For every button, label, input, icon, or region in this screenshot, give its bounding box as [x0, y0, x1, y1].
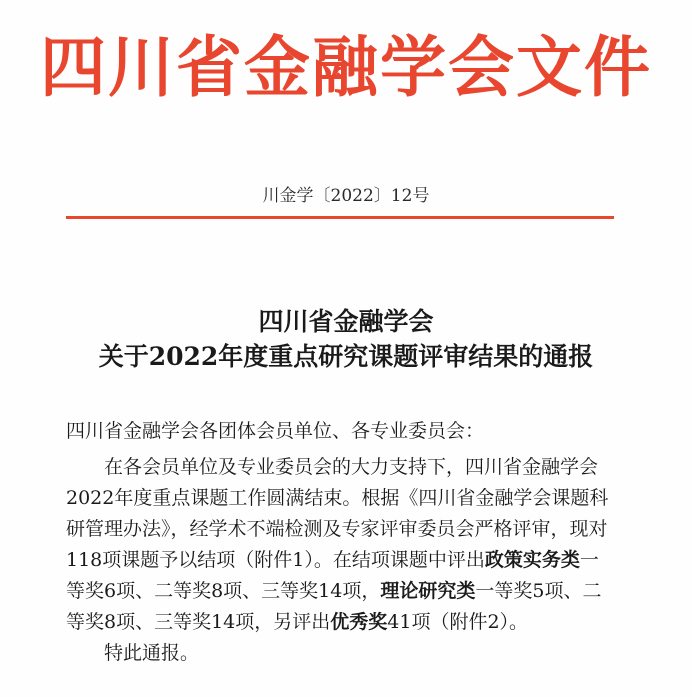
notice-title-subject: 关于2022年度重点研究课题评审结果的通报 — [98, 342, 594, 371]
body-text-segment: 一等奖5项、二 — [475, 580, 602, 602]
salutation: 四川省金融学会各团体会员单位、各专业委员会： — [66, 420, 485, 442]
closing-line: 特此通报。 — [104, 642, 200, 664]
body-text-segment: 等奖8项、三等奖14项，另评出 — [66, 611, 331, 633]
body-line: 2022年度重点课题工作圆满结束。根据《四川省金融学会课题科 — [66, 487, 609, 509]
body-text-segment: 41项（附件2）。 — [387, 611, 529, 633]
body-text-segment: 118项课题予以结项（附件1）。在结项课题中评出 — [66, 549, 485, 571]
masthead-title: 四川省金融学会文件 — [40, 29, 652, 106]
red-divider-line — [66, 216, 614, 219]
notice-body — [66, 452, 626, 669]
body-text-segment: 等奖6项、二等奖8项、三等奖14项， — [66, 580, 381, 602]
body-text-segment: 一 — [579, 549, 599, 571]
category-excellence-award: 优秀奖 — [330, 611, 388, 633]
body-line: 在各会员单位及专业委员会的大力支持下，四川省金融学会 — [104, 456, 599, 478]
body-line — [66, 576, 626, 607]
document-number: 川金学〔2022〕12号 — [262, 186, 430, 206]
category-policy-practice: 政策实务类 — [484, 549, 580, 571]
notice-title-org: 四川省金融学会 — [258, 307, 434, 336]
body-line — [66, 607, 626, 638]
body-line: 研管理办法》，经学术不端检测及专家评审委员会严格评审，现对 — [66, 518, 608, 540]
body-line — [66, 545, 626, 576]
category-theory-research: 理论研究类 — [380, 580, 476, 602]
